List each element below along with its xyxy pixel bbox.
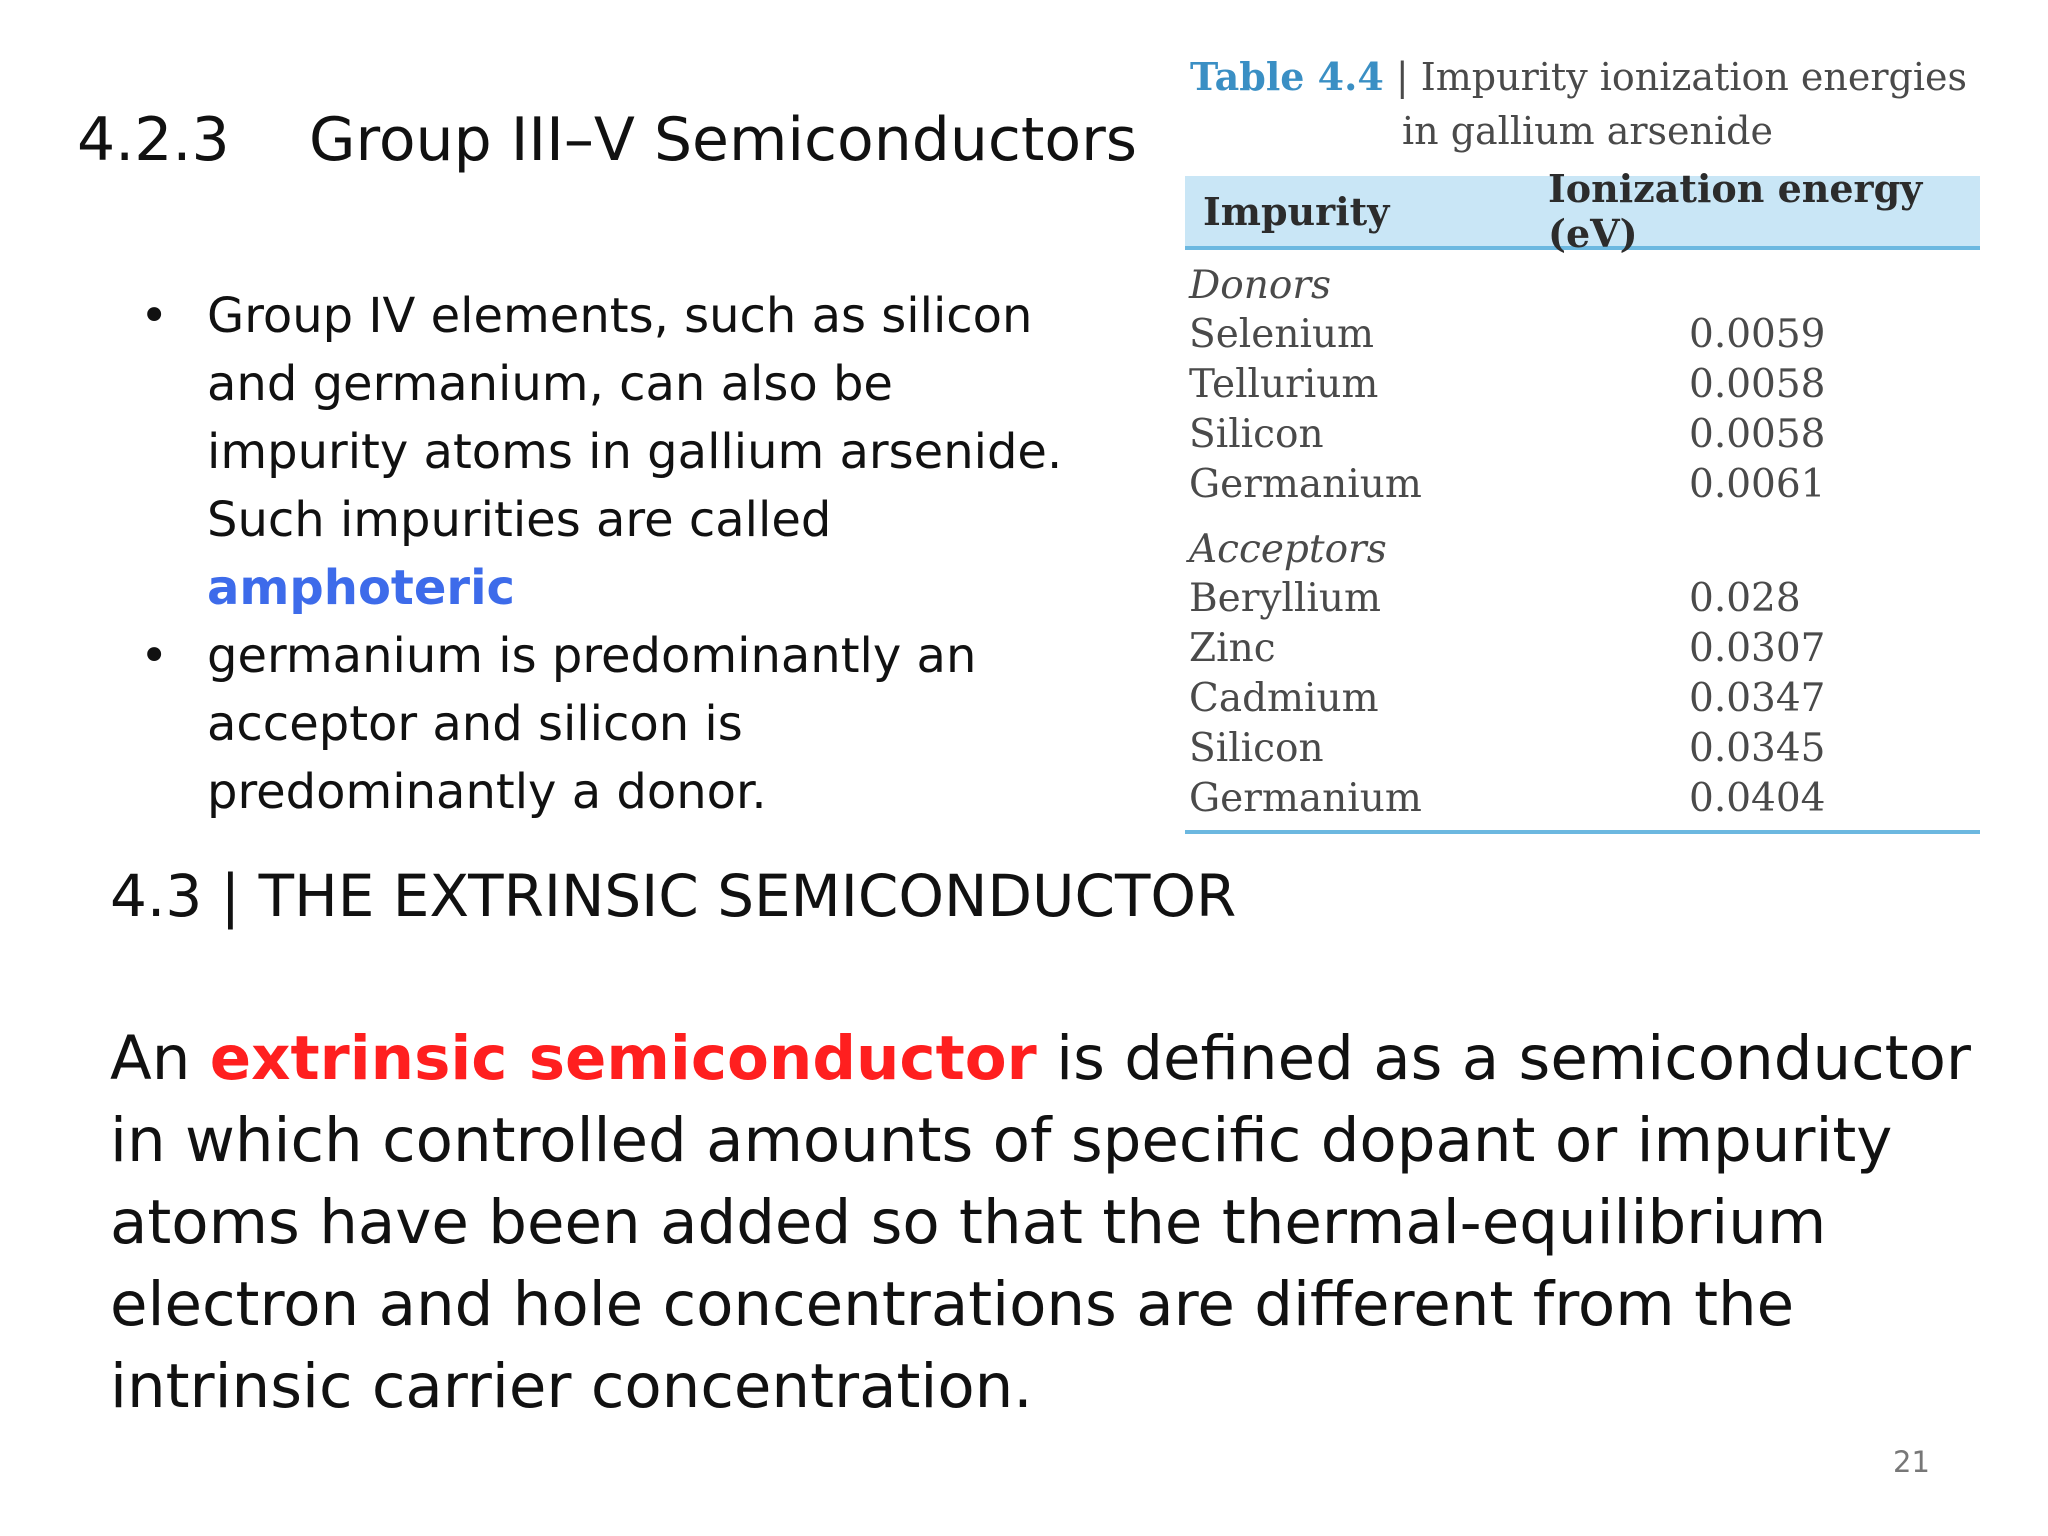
- table-caption-label: Table 4.4: [1190, 54, 1384, 99]
- ionization-value: 0.0347: [1689, 676, 1826, 721]
- impurity-name: Beryllium: [1189, 576, 1381, 621]
- table-caption-sep: |: [1383, 55, 1421, 99]
- ionization-value: 0.0061: [1689, 462, 1826, 507]
- impurity-name: Silicon: [1189, 726, 1324, 771]
- table-header: [1185, 166, 1980, 256]
- section-number: 4.2.3: [77, 105, 230, 175]
- impurity-name: Selenium: [1189, 312, 1375, 357]
- table-row: [1185, 574, 1980, 624]
- impurity-name: Germanium: [1189, 462, 1422, 507]
- highlight-term-red: extrinsic semiconductor: [209, 1023, 1037, 1094]
- group-label-donors: Donors: [1189, 263, 1332, 308]
- highlight-term: amphoteric: [207, 560, 515, 616]
- ionization-value: 0.0059: [1689, 312, 1826, 357]
- table-row: [1185, 774, 1980, 824]
- table-caption-line2: in gallium arsenide: [1402, 109, 1773, 153]
- para-rest: is defined as a semiconductor in which controlled amounts of specific dopant or impurity atoms have been added so that the thermal-equilibrium electron and hole concentrations are different from the intrinsic carrier concentration.: [110, 1023, 1971, 1422]
- ionization-value: 0.0058: [1689, 362, 1826, 407]
- impurity-name: Cadmium: [1189, 676, 1379, 721]
- ionization-value: 0.028: [1689, 576, 1801, 621]
- impurity-name: Tellurium: [1189, 362, 1379, 407]
- impurity-name: Zinc: [1189, 626, 1276, 671]
- section-title: Group III–V Semiconductors: [309, 105, 1138, 175]
- section2-heading: 4.3 | THE EXTRINSIC SEMICONDUCTOR: [110, 862, 1237, 930]
- table-row: [1185, 410, 1980, 460]
- bullet-list: [140, 282, 1090, 826]
- bullet-item: [140, 282, 1090, 622]
- group-label-acceptors: Acceptors: [1189, 527, 1387, 572]
- ionization-value: 0.0307: [1689, 626, 1826, 671]
- definition-paragraph: [110, 1018, 1990, 1428]
- bullet-text: germanium is predominantly an acceptor and silicon is predominantly a donor.: [207, 628, 977, 820]
- bullet-text: Group IV elements, such as silicon and germanium, can also be impurity atoms in gallium arsenide. Such impurities are called: [207, 288, 1063, 548]
- para-lead: An: [110, 1023, 210, 1094]
- impurity-name: Silicon: [1189, 412, 1324, 457]
- table-row: [1185, 674, 1980, 724]
- section-heading: [77, 98, 1137, 182]
- page-number: 21: [1893, 1445, 1930, 1479]
- bullet-item: [140, 622, 1090, 826]
- table-row: [1185, 310, 1980, 360]
- table-row: [1185, 624, 1980, 674]
- ionization-table: [1185, 50, 1980, 834]
- column-header-energy: Ionization energy (eV): [1548, 166, 1923, 256]
- table-row: [1185, 724, 1980, 774]
- ionization-value: 0.0058: [1689, 412, 1826, 457]
- table-caption: [1185, 50, 1980, 158]
- column-header-impurity: Impurity: [1203, 188, 1390, 234]
- impurity-name: Germanium: [1189, 776, 1422, 821]
- ionization-value: 0.0404: [1689, 776, 1826, 821]
- ionization-value: 0.0345: [1689, 726, 1826, 771]
- table-caption-line1: Impurity ionization energies: [1420, 55, 1968, 99]
- table-row: [1185, 460, 1980, 510]
- table-body: [1185, 250, 1980, 834]
- table-row: [1185, 360, 1980, 410]
